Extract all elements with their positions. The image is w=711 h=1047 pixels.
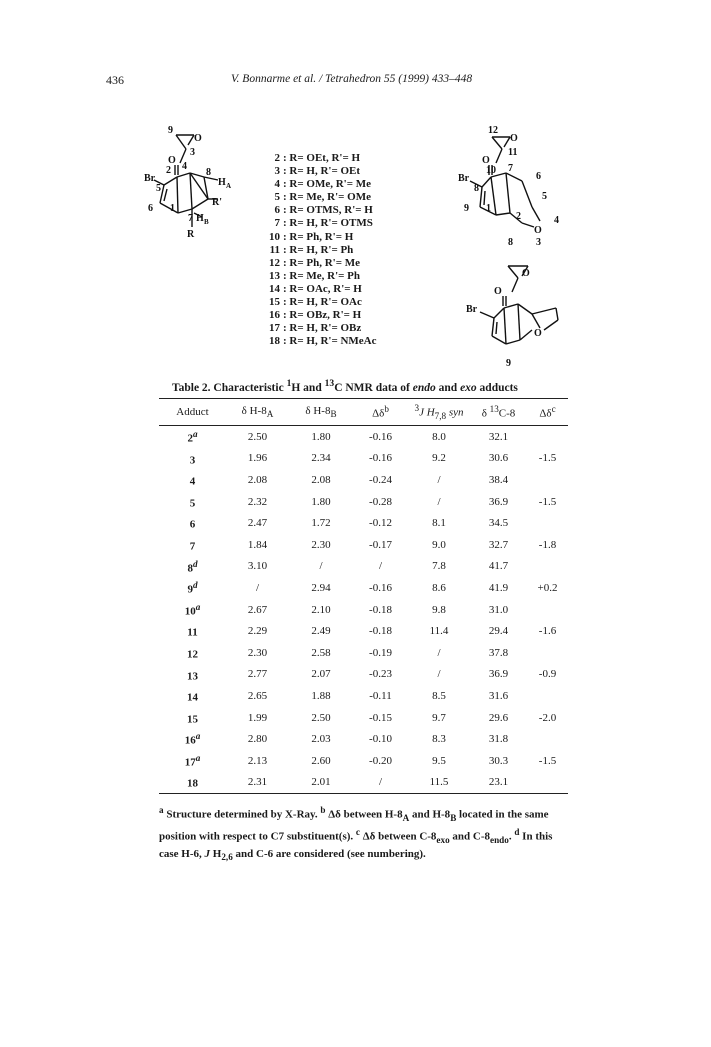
table-header-row (159, 399, 568, 426)
structure-compound-9 (458, 258, 568, 375)
structure-general-adduct (142, 125, 252, 245)
cell-dd: -0.17 (369, 538, 392, 551)
svg-text:9: 9 (464, 203, 469, 214)
cell-adduct: 8$^d$ (187, 558, 198, 575)
table-row (159, 750, 568, 772)
svg-text:Br: Br (466, 304, 478, 315)
cell-adduct: 5 (189, 497, 196, 510)
cell-h8a: 1.84 (247, 538, 268, 551)
table-row (159, 772, 568, 794)
compound-entry: 18 : R= H, R'= NMeAc (269, 335, 377, 348)
cell-dd: / (378, 560, 383, 573)
cell-c8: 32.1 (488, 430, 509, 443)
cell-j: / (437, 668, 441, 681)
cell-dd2 (527, 599, 568, 621)
cell-dd: -0.11 (369, 689, 392, 702)
table-row (159, 491, 568, 513)
svg-text:6: 6 (536, 171, 541, 182)
compound-9-label: 9 (506, 358, 511, 369)
cell-h8b: 2.49 (311, 625, 331, 638)
structure-compound-8-drawing (456, 123, 576, 248)
cell-adduct: 18 (159, 772, 226, 794)
table-row (159, 469, 568, 491)
cell-c8: 30.3 (488, 754, 509, 767)
cell-adduct: 16$^a$ (184, 731, 201, 747)
compound-substituent-list (260, 152, 377, 348)
col-header-c8: δ $^{13}$C-8 (470, 399, 527, 426)
cell-adduct: 14 (187, 691, 198, 704)
cell-c8: 31.6 (488, 689, 509, 702)
cell-j: 8.5 (432, 689, 446, 702)
cell-dd: -0.24 (369, 473, 392, 486)
cell-h8b: 2.94 (311, 581, 331, 594)
compound-entry: 12 : R= Ph, R'= Me (269, 256, 361, 269)
cell-c8: 31.0 (488, 603, 509, 616)
compound-entry: 17 : R= H, R'= OBz (269, 322, 362, 335)
cell-dd2: -0.9 (538, 668, 557, 681)
cell-adduct: 3 (189, 454, 196, 467)
svg-text:10: 10 (486, 165, 496, 176)
svg-text:1: 1 (170, 203, 175, 214)
cell-h8a: 2.65 (247, 689, 268, 702)
svg-text:3: 3 (536, 237, 541, 248)
cell-adduct: 11 (187, 626, 198, 639)
cell-h8a: 2.08 (247, 473, 268, 486)
cell-dd: -0.16 (369, 430, 392, 443)
compound-entry: 2 : R= OEt, R'= H (274, 152, 361, 164)
table-row (159, 685, 568, 707)
cell-j: 8.0 (432, 430, 446, 443)
col-header-delta-c: $\Delta\delta^c$ (527, 399, 568, 426)
cell-h8b: 2.08 (311, 473, 331, 486)
cell-dd2 (527, 556, 568, 578)
cell-dd: -0.23 (369, 668, 392, 681)
cell-dd2: -1.5 (538, 452, 557, 465)
cell-h8a: 2.80 (247, 733, 268, 746)
cell-h8a: 2.77 (247, 668, 268, 681)
table-row (159, 599, 568, 621)
svg-text:O: O (194, 133, 202, 144)
svg-text:O: O (494, 286, 502, 297)
cell-adduct: 9$^d$ (187, 580, 198, 596)
cell-j: 8.1 (432, 517, 446, 530)
cell-c8: 23.1 (470, 772, 527, 794)
cell-dd2: -1.6 (538, 625, 557, 638)
page-number: 436 (106, 73, 124, 87)
compound-entry: 7 : R= H, R'= OTMS (274, 217, 373, 230)
cell-adduct: 10$^a$ (184, 601, 201, 618)
table-row (159, 556, 568, 578)
svg-text:Br: Br (144, 173, 156, 184)
cell-dd: / (353, 772, 408, 794)
cell-c8: 32.7 (488, 538, 509, 551)
cell-c8: 36.9 (488, 495, 509, 508)
cell-h8b: 2.30 (311, 538, 331, 551)
svg-text:5: 5 (156, 183, 161, 194)
svg-text:O: O (522, 268, 530, 279)
cell-h8b: 1.80 (311, 430, 331, 443)
cell-dd: -0.18 (369, 603, 392, 616)
cell-dd2 (527, 512, 568, 534)
cell-h8b: 1.88 (311, 689, 331, 702)
svg-text:A: A (226, 182, 232, 190)
cell-j: 9.0 (432, 538, 446, 551)
cell-h8b: 2.34 (311, 452, 331, 465)
table-row (159, 642, 568, 664)
cell-h8a: 2.31 (226, 772, 289, 794)
compound-entry: 14 : R= OAc, R'= H (269, 282, 362, 295)
svg-text:4: 4 (182, 161, 187, 172)
svg-text:4: 4 (554, 215, 559, 226)
cell-dd2: -1.8 (538, 538, 557, 551)
compound-entry: 3 : R= H, R'= OEt (274, 165, 361, 178)
cell-h8b: 1.80 (311, 495, 331, 508)
svg-text:12: 12 (488, 125, 498, 136)
cell-adduct: 12 (187, 648, 198, 661)
svg-text:O: O (482, 155, 490, 166)
cell-h8b: 2.60 (311, 754, 331, 767)
svg-text:H: H (218, 177, 226, 188)
cell-dd: -0.20 (369, 754, 392, 767)
cell-adduct: 17$^a$ (184, 752, 201, 769)
cell-dd: -0.19 (369, 646, 392, 659)
cell-dd: -0.12 (369, 517, 392, 530)
svg-text:8: 8 (206, 167, 211, 178)
cell-j: 8.3 (432, 733, 446, 746)
cell-j: 11.4 (429, 625, 449, 638)
cell-j: / (437, 473, 441, 486)
cell-j: 9.2 (432, 452, 446, 465)
svg-text:9: 9 (168, 125, 173, 136)
cell-h8b: 2.03 (311, 733, 331, 746)
structure-compound-9-drawing (458, 258, 568, 370)
cell-h8b: 2.58 (311, 646, 331, 659)
svg-text:Br: Br (458, 173, 470, 184)
svg-text:B: B (204, 218, 209, 226)
cell-dd2 (527, 772, 568, 794)
svg-text:H: H (196, 213, 204, 224)
svg-text:8: 8 (474, 183, 479, 194)
svg-text:O: O (534, 328, 542, 339)
cell-dd2: -2.0 (538, 711, 557, 724)
structure-compound-8 (456, 123, 576, 253)
cell-h8a: 2.32 (247, 495, 268, 508)
cell-h8a: 2.29 (247, 625, 268, 638)
svg-text:O: O (510, 133, 518, 144)
cell-c8: 37.8 (488, 646, 509, 659)
cell-c8: 34.5 (488, 517, 509, 530)
svg-text:7: 7 (188, 213, 193, 224)
cell-dd2 (527, 685, 568, 707)
cell-dd: -0.10 (369, 733, 392, 746)
table-row (159, 728, 568, 750)
svg-text:1: 1 (486, 203, 491, 214)
compound-entry: 5 : R= Me, R'= OMe (274, 191, 371, 204)
cell-adduct: 2$^a$ (187, 428, 198, 445)
cell-h8b: / (319, 560, 323, 573)
table-row (159, 707, 568, 729)
svg-text:R: R (187, 229, 195, 240)
cell-h8a: 1.99 (247, 711, 268, 724)
cell-c8: 38.4 (488, 473, 509, 486)
cell-c8: 41.7 (488, 560, 509, 573)
svg-text:7: 7 (508, 163, 513, 174)
cell-j: 9.5 (432, 754, 446, 767)
cell-adduct: 4 (189, 475, 196, 488)
table-row (159, 620, 568, 642)
compound-entry: 10 : R= Ph, R'= H (269, 230, 354, 243)
cell-adduct: 6 (189, 519, 196, 531)
cell-h8b: 2.07 (311, 668, 331, 681)
cell-adduct: 15 (187, 713, 198, 726)
compound-entry: 4 : R= OMe, R'= Me (274, 178, 371, 191)
cell-h8a: 3.10 (247, 560, 268, 573)
cell-dd: -0.28 (369, 495, 392, 508)
svg-text:R': R' (212, 197, 222, 208)
cell-h8a: 2.30 (247, 646, 268, 659)
cell-h8b: 2.50 (311, 711, 331, 724)
cell-j: 11.5 (408, 772, 470, 794)
cell-dd2 (527, 728, 568, 750)
svg-text:O: O (534, 225, 542, 236)
compound-entry: 13 : R= Me, R'= Ph (269, 269, 361, 282)
table-caption: Table 2. Characteristic $^1$H and $^{13}$C NMR data of endo and exo adducts (172, 378, 518, 394)
cell-h8a: 2.47 (247, 517, 268, 530)
svg-text:3: 3 (190, 147, 195, 158)
col-header-h8a: δ $H-8_A$ (226, 399, 289, 426)
cell-j: / (437, 646, 441, 659)
cell-h8b: 2.10 (311, 603, 331, 616)
cell-c8: 29.6 (488, 711, 509, 724)
cell-dd2 (527, 426, 568, 448)
cell-adduct: 7 (189, 540, 196, 553)
cell-h8b: 2.01 (289, 772, 353, 794)
structure-general-adduct-drawing (142, 125, 252, 240)
table-footnotes: $^a$ Structure determined by X-Ray. $^b$ Δδ between $H-8_A$ and $H-8_B$ located in the same position with respect to C7 substituent(s). $^c$ Δδ between $C-8_{exo}$ and $C-8_{endo}$. $^d$ In this case H-6, J $H_{2,6}$ and C-6 are considered (see numbering). (159, 805, 553, 862)
table-row (159, 577, 568, 599)
svg-text:O: O (168, 155, 176, 166)
cell-dd2: -1.5 (538, 495, 557, 508)
cell-c8: 41.9 (488, 581, 509, 594)
cell-h8a: / (255, 581, 260, 594)
cell-adduct: 13 (187, 670, 198, 683)
cell-dd2: -1.5 (538, 754, 557, 767)
cell-c8: 30.6 (488, 452, 509, 465)
cell-c8: 31.8 (488, 733, 509, 746)
cell-c8: 36.9 (488, 668, 509, 681)
cell-j: 9.8 (432, 603, 446, 616)
cell-dd: -0.16 (369, 581, 392, 594)
cell-h8a: 2.67 (247, 603, 268, 616)
running-head: V. Bonnarme et al. / Tetrahedron 55 (1999) 433–448 (231, 73, 473, 85)
nmr-table-body (159, 426, 568, 794)
table-row (159, 664, 568, 686)
table-row (159, 426, 568, 448)
svg-text:2: 2 (516, 211, 521, 222)
svg-text:5: 5 (542, 191, 547, 202)
cell-dd: -0.16 (369, 452, 392, 465)
compound-entry: 6 : R= OTMS, R'= H (274, 204, 373, 217)
cell-h8b: 1.72 (311, 517, 331, 530)
cell-h8a: 2.50 (247, 430, 268, 443)
compound-entry: 11 : R= H, R'= Ph (269, 243, 354, 256)
table-row (159, 512, 568, 534)
cell-j: 8.6 (432, 581, 446, 594)
col-header-delta: $\Delta\delta^b$ (353, 399, 408, 426)
cell-dd2 (527, 642, 568, 664)
cell-dd: -0.18 (369, 625, 392, 638)
cell-j: 7.8 (432, 560, 446, 573)
svg-text:11: 11 (508, 147, 518, 158)
cell-c8: 29.4 (488, 625, 509, 638)
compound-8-label: 8 (508, 237, 513, 248)
cell-j: / (437, 495, 441, 508)
nmr-data-table (159, 398, 568, 794)
cell-h8a: 2.13 (247, 754, 268, 767)
table-row (159, 448, 568, 470)
cell-dd: -0.15 (369, 711, 392, 724)
svg-text:6: 6 (148, 203, 153, 214)
cell-h8a: 1.96 (247, 452, 268, 465)
col-header-coupling: $^3$J $H_{7,8}$ syn (408, 399, 470, 426)
col-header-h8b: δ $H-8_B$ (289, 399, 353, 426)
svg-text:2: 2 (166, 165, 171, 176)
compound-entry: 16 : R= OBz, R'= H (269, 309, 362, 322)
cell-j: 9.7 (432, 711, 446, 724)
compound-entry: 15 : R= H, R'= OAc (269, 296, 362, 309)
table-row (159, 534, 568, 556)
cell-dd2 (527, 469, 568, 491)
col-header-adduct: Adduct (159, 399, 226, 426)
cell-dd2: +0.2 (537, 581, 558, 594)
